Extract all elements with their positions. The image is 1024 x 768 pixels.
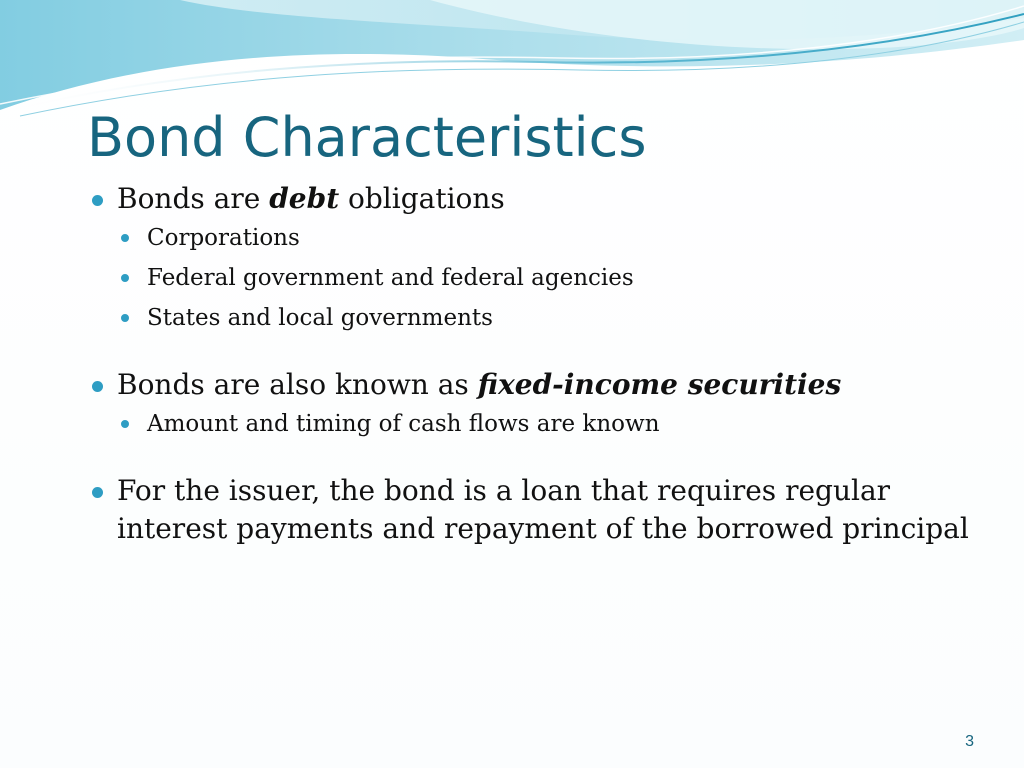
subbullet-corporations: [92, 218, 972, 258]
subbullet-text: Federal government and federal agencies: [147, 265, 634, 291]
bullet-text: Bonds are: [117, 182, 270, 215]
bullet-issuer-loan: [92, 472, 972, 548]
subbullet-text: Amount and timing of cash flows are known: [147, 411, 660, 437]
subbullet-states-local: [92, 298, 972, 338]
bullet-text: Bonds are also known as: [117, 368, 478, 401]
slide-number: 3: [965, 733, 974, 750]
subbullet-text: States and local governments: [147, 305, 493, 331]
subbullet-text: Corporations: [147, 225, 300, 251]
emphasis-fixed-income-securities: fixed-income securities: [477, 368, 842, 401]
page-title: Bond Characteristics: [87, 106, 647, 169]
bullet-debt-obligations: [92, 180, 972, 218]
bullet-dot-icon: [121, 274, 129, 282]
bullet-dot-icon: [121, 234, 129, 242]
bullet-dot-icon: [92, 487, 103, 498]
bullet-dot-icon: [92, 381, 103, 392]
spacer: [92, 338, 972, 366]
bullet-dot-icon: [92, 195, 103, 206]
bullet-text-end: obligations: [339, 182, 505, 215]
emphasis-debt: debt: [269, 182, 340, 215]
bullet-text: For the issuer, the bond is a loan that requires regular interest payments and repayment of the borrowed principal: [117, 474, 969, 545]
bullet-dot-icon: [121, 314, 129, 322]
spacer: [92, 444, 972, 472]
bullet-list: [92, 180, 972, 548]
bullet-fixed-income: [92, 366, 972, 404]
subbullet-federal-government: [92, 258, 972, 298]
subbullet-cash-flows: [92, 404, 972, 444]
bullet-dot-icon: [121, 420, 129, 428]
